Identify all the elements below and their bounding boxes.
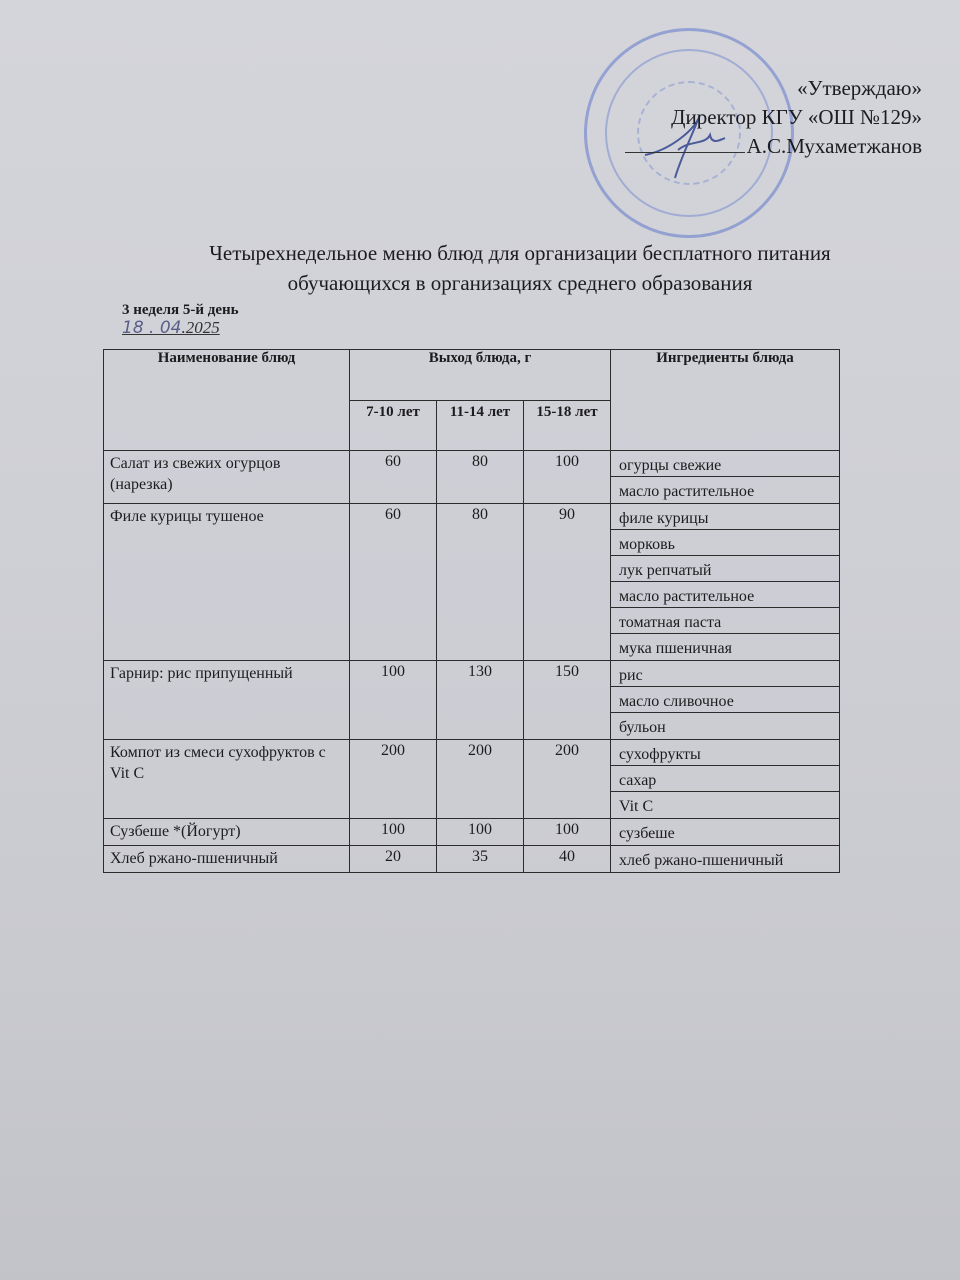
ingredient: филе курицы: [611, 504, 839, 530]
dish-name: Гарнир: рис припущенный: [110, 665, 293, 682]
menu-date: 18 . 04.2025: [122, 318, 220, 338]
director-name: А.С.Мухаметжанов: [746, 134, 922, 158]
ingredient: бульон: [619, 719, 666, 736]
ingredient: лук репчатый: [611, 556, 839, 582]
ingredient: сахар: [611, 766, 839, 792]
ingredient: масло сливочное: [611, 687, 839, 713]
ingredient: огурцы свежие: [611, 451, 839, 477]
table-row: Компот из смеси сухофруктов с Vit C 200 200 200 сухофрукты сахар Vit C: [104, 740, 840, 819]
ingredient: морковь: [611, 530, 839, 556]
dish-name: Сузбеше *(Йогурт): [110, 823, 241, 840]
dish-name: Филе курицы тушеное: [110, 508, 264, 525]
document-title: Четырехнедельное меню блюд для организации бесплатного питания обучающихся в организациях среднего образования: [209, 241, 831, 295]
approval-block: [625, 74, 922, 161]
menu-table: [103, 349, 840, 873]
header-output: Выход блюда, г: [350, 350, 611, 401]
ingredient: сузбеше: [619, 825, 675, 842]
table-row: Сузбеше *(Йогурт) 100 100 100 сузбеше: [104, 819, 840, 846]
header-age-15-18: 15-18 лет: [524, 401, 611, 451]
table-row: Салат из свежих огурцов (нарезка) 60 80 100 огурцы свежие масло растительное: [104, 451, 840, 504]
ingredient: томатная паста: [611, 608, 839, 634]
dish-name: Компот из смеси сухофруктов с Vit C: [110, 744, 326, 782]
table-row: Филе курицы тушеное 60 80 90 филе курицы морковь лук репчатый масло растительное томатная паста мука пшеничная: [104, 504, 840, 661]
ingredient: рис: [611, 661, 839, 687]
approval-heading: «Утверждаю»: [797, 76, 922, 100]
ingredient: хлеб ржано-пшеничный: [619, 852, 784, 869]
header-age-11-14: 11-14 лет: [437, 401, 524, 451]
signature-line: [625, 152, 745, 153]
dish-name: Салат из свежих огурцов (нарезка): [110, 455, 281, 493]
table-row: Хлеб ржано-пшеничный 20 35 40 хлеб ржано-пшеничный: [104, 846, 840, 873]
ingredient: сухофрукты: [611, 740, 839, 766]
header-age-7-10: 7-10 лет: [350, 401, 437, 451]
header-dish-name: Наименование блюд: [104, 350, 350, 451]
ingredient: мука пшеничная: [619, 640, 732, 657]
ingredient: Vit C: [619, 798, 654, 815]
dish-name: Хлеб ржано-пшеничный: [110, 850, 278, 867]
header-ingredients: Ингредиенты блюда: [611, 350, 840, 451]
week-day-label: 3 неделя 5-й день: [122, 302, 239, 318]
table-row: Гарнир: рис припущенный 100 130 150 рис масло сливочное бульон: [104, 661, 840, 740]
ingredient: масло растительное: [611, 582, 839, 608]
director-title: Директор КГУ «ОШ №129»: [671, 105, 922, 129]
ingredient: масло растительное: [619, 483, 755, 500]
